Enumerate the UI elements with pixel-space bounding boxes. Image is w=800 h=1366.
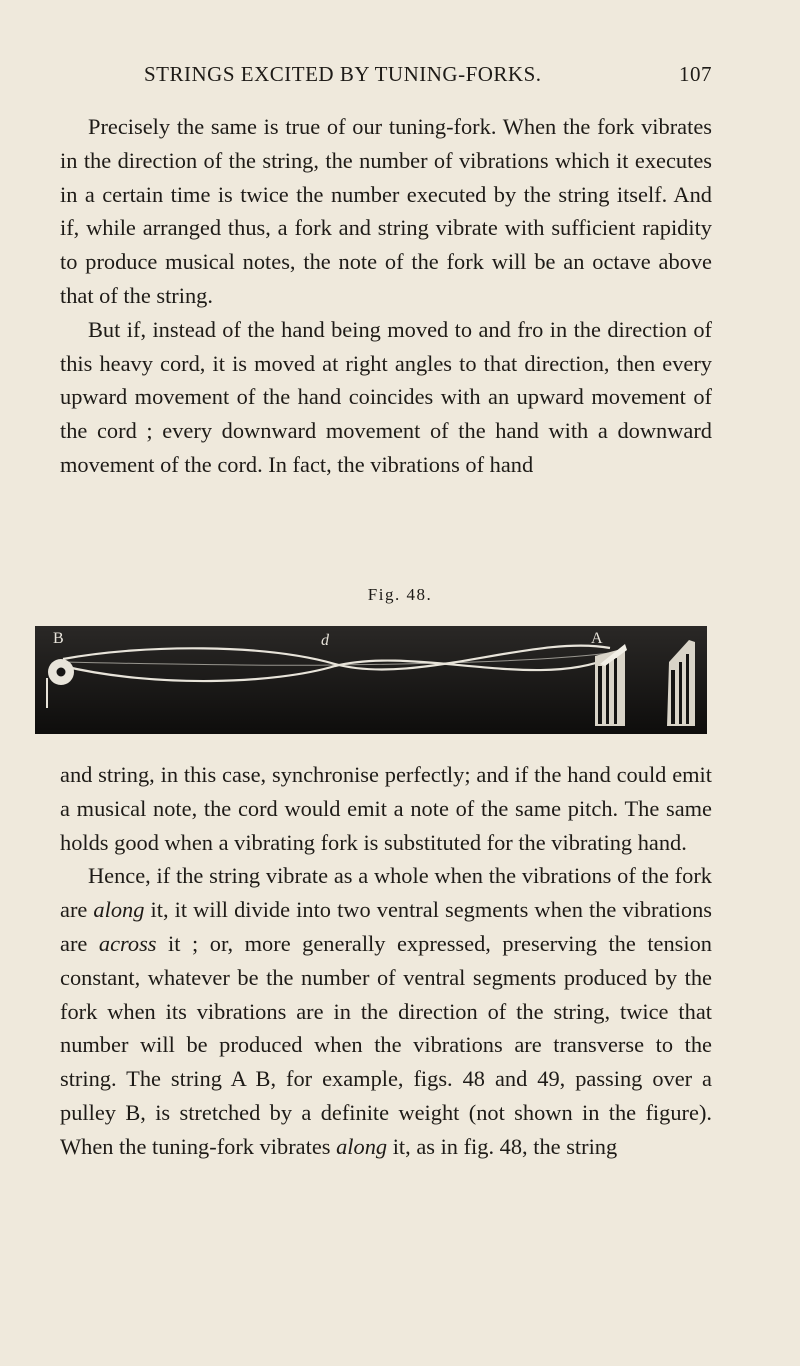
text-span: it, as in fig. 48, the string [387, 1133, 618, 1159]
paragraph: Precisely the same is true of our tuning-fork. When the fork vibrates in the direction of the string, the number of vibrations which it executes in a certain time is twice the number executed by the string itself. And if, while arranged thus, a fork and string vibrate with sufficient rapidity to produce musical notes, the note of the fork will be an octave above that of the string. [60, 114, 712, 308]
body-text-top [60, 110, 712, 482]
running-head-title: STRINGS EXCITED BY TUNING-FORKS. [144, 62, 542, 86]
running-head [60, 62, 712, 92]
label-a: A [591, 630, 603, 647]
tuning-fork-icon [595, 644, 627, 726]
text-span: it ; or, more generally expressed, preserving the tension constant, whatever be the number of ventral segments produced by the fork when its vibrations are in the direction of the string, twice that number will be produced when the vibrations are transverse to the string. The string A B, for example, figs. 48 and 49, passing over a pulley B, is stretched by a definite weight (not shown in the figure). When the tuning-fork vibrates [60, 930, 712, 1159]
figure-caption: Fig. 48. [367, 585, 433, 604]
text-span: Hence, if the string vibrate as a whole when the vibrations of the fork are [60, 863, 712, 923]
emphasis: along [336, 1133, 388, 1159]
page-number: 107 [679, 62, 712, 86]
emphasis: across [98, 930, 157, 956]
body-text-bottom [60, 758, 712, 1164]
paragraph [60, 859, 712, 1163]
paragraph: But if, instead of the hand being moved to and fro in the direction of this heavy cord, it is moved at right angles to that direction, then every upward movement of the hand coincides with an upward movement of the cord ; every downward movement of the hand with a downward movement of the cord. In fact, the vibrations of hand [60, 316, 712, 477]
text-span: it, it will divide into two ventral segments when the vibrations are [60, 897, 712, 956]
emphasis: along [93, 897, 145, 923]
label-b: B [53, 630, 64, 647]
figure-48 [35, 626, 707, 734]
string-vibration-illustration [35, 626, 707, 734]
label-d: d [321, 632, 329, 649]
paragraph-continuation: and string, in this case, synchronise perfectly; and if the hand could emit a musical note, the cord would emit a note of the same pitch. The same holds good when a vibrating fork is substituted for the vibrating hand. [60, 762, 712, 855]
